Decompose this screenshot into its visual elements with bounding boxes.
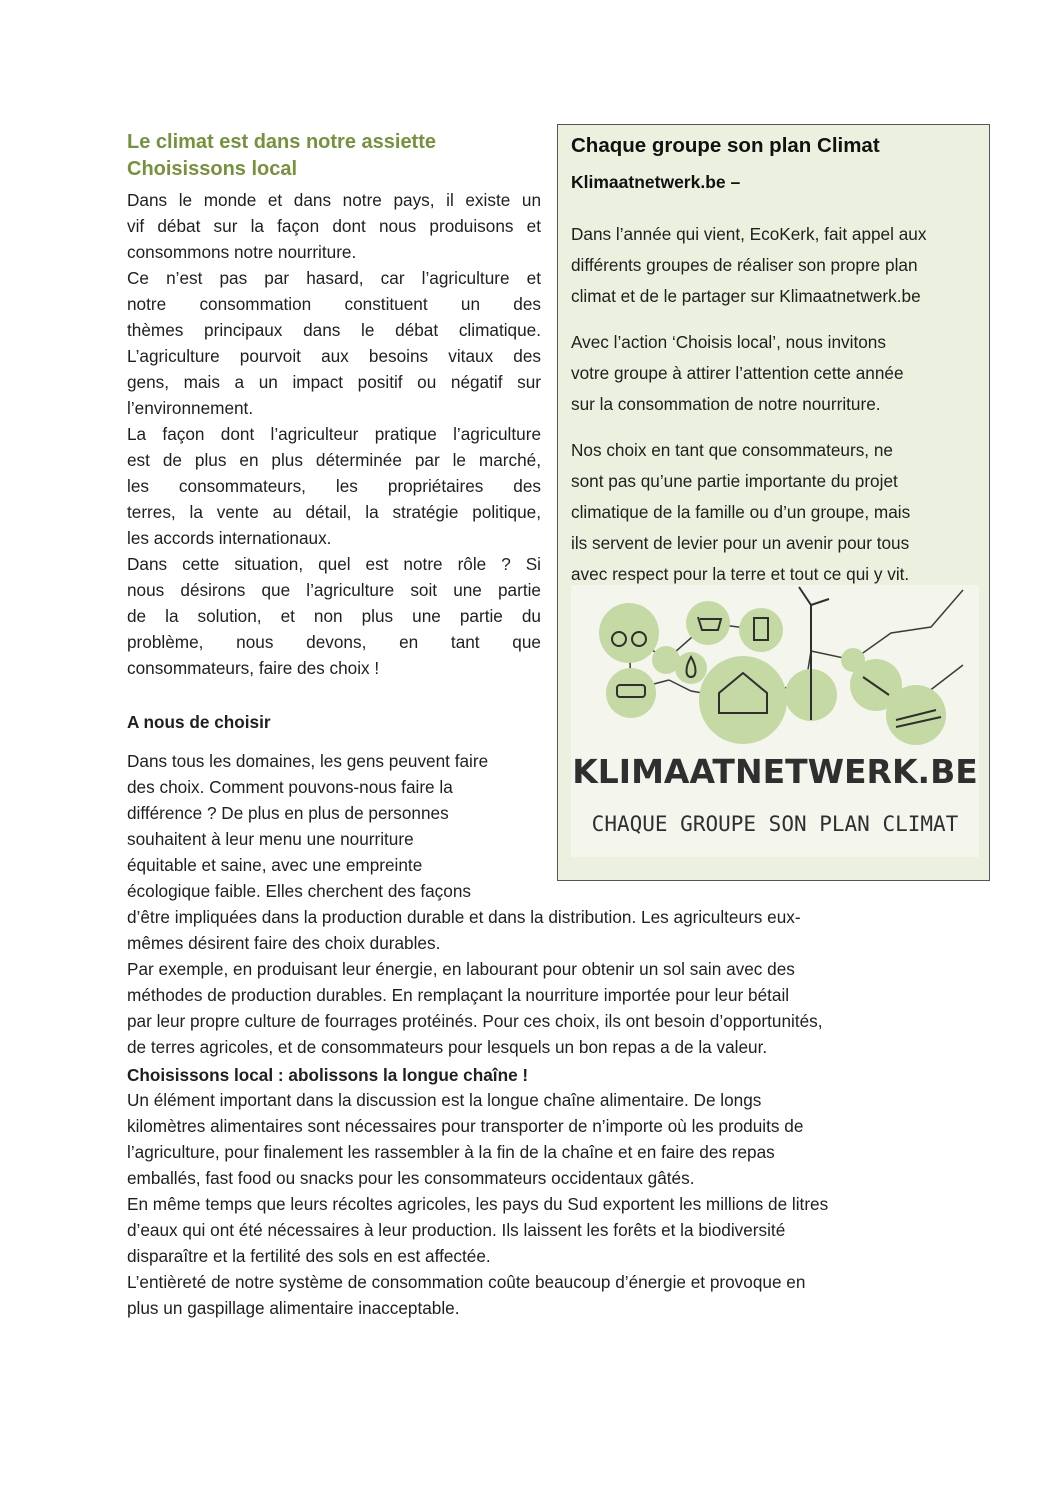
text-line: emballés, fast food ou snacks pour les consommateurs occidentaux gâtés. xyxy=(127,1168,695,1188)
text-line: disparaître et la fertilité des sols en est affectée. xyxy=(127,1246,491,1266)
text-line: d’être impliquées dans la production durable et dans la distribution. Les agriculteurs eux- xyxy=(127,907,801,927)
text-line: souhaitent à leur menu une nourriture xyxy=(127,829,414,849)
text-line: équitable et saine, avec une empreinte xyxy=(127,855,423,875)
text-line: de terres agricoles, et de consommateurs pour lesquels un bon repas a de la valeur. xyxy=(127,1037,768,1057)
text-line: par leur propre culture de fourrages protéinés. Pour ces choix, ils ont besoin d’opportunités, xyxy=(127,1011,823,1031)
intro-line: nous désirons que l’agriculture soit une partie xyxy=(127,580,541,600)
sidebar-line: Avec l’action ‘Choisis local’, nous invitons xyxy=(571,332,886,352)
sidebar-line: votre groupe à attirer l’attention cette année xyxy=(571,363,904,383)
intro-line: problème, nous devons, en tant que xyxy=(127,632,541,652)
intro-line: L’agriculture pourvoit aux besoins vitaux des xyxy=(127,346,541,366)
article-title: Le climat est dans notre assiette xyxy=(127,131,437,153)
recycle-circle xyxy=(739,608,783,652)
sidebar-line: avec respect pour la terre et tout ce qui y vit. xyxy=(571,564,910,584)
sidebar-line: Dans l’année qui vient, EcoKerk, fait appel aux xyxy=(571,224,927,244)
intro-line: notre consommation constituent un des xyxy=(127,294,541,314)
intro-line: les accords internationaux. xyxy=(127,528,332,548)
text-line: mêmes désirent faire des choix durables. xyxy=(127,933,441,953)
sidebar-line: sont pas qu’une partie importante du projet xyxy=(571,471,898,491)
logo-wordmark: KLIMAATNETWERK.BE xyxy=(572,752,978,791)
article-subtitle: Choisissons local xyxy=(127,158,298,180)
text-line: différence ? De plus en plus de personnes xyxy=(127,803,449,823)
sidebar-line: différents groupes de réaliser son propre plan xyxy=(571,255,918,275)
intro-line: terres, la vente au détail, la stratégie politique, xyxy=(127,502,541,522)
cart-circle xyxy=(686,601,730,645)
sidebar-line: climatique de la famille ou d’un groupe, mais xyxy=(571,502,911,522)
intro-line: vif débat sur la façon dont nous produisons et xyxy=(127,216,541,236)
intro-line: thèmes principaux dans le débat climatique. xyxy=(127,320,541,340)
text-line: l’agriculture, pour finalement les rassembler à la fin de la chaîne et en faire des repas xyxy=(127,1142,775,1162)
text-line: Par exemple, en produisant leur énergie, en labourant pour obtenir un sol sain avec des xyxy=(127,959,795,979)
text-line: écologique faible. Elles cherchent des façons xyxy=(127,881,471,901)
text-line: plus un gaspillage alimentaire inacceptable. xyxy=(127,1298,460,1318)
logo-tagline: CHAQUE GROUPE SON PLAN CLIMAT xyxy=(591,812,959,836)
wind-turbine-blade xyxy=(799,587,811,605)
wind-turbine-blade xyxy=(811,599,829,605)
logo-illustration xyxy=(571,585,979,857)
network-line xyxy=(811,590,963,660)
sidebar-title: Chaque groupe son plan Climat xyxy=(571,134,880,157)
small-circle xyxy=(841,648,865,672)
sidebar-subtitle: Klimaatnetwerk.be – xyxy=(571,172,741,192)
sidebar-line: Nos choix en tant que consommateurs, ne xyxy=(571,440,893,460)
section-heading-choose: A nous de choisir xyxy=(127,712,271,732)
sidebar-line: sur la consommation de notre nourriture. xyxy=(571,394,881,414)
intro-line: Dans cette situation, quel est notre rôle ? Si xyxy=(127,554,541,574)
intro-line: l’environnement. xyxy=(127,398,254,418)
section-heading-local: Choisissons local : abolissons la longue chaîne ! xyxy=(127,1065,529,1085)
bike-circle xyxy=(599,603,659,663)
text-line: L’entièreté de notre système de consommation coûte beaucoup d’énergie et provoque en xyxy=(127,1272,806,1292)
text-line: En même temps que leurs récoltes agricoles, les pays du Sud exportent les millions de litres xyxy=(127,1194,829,1214)
intro-line: consommateurs, faire des choix ! xyxy=(127,658,380,678)
text-line: d’eaux qui ont été nécessaires à leur production. Ils laissent les forêts et la biodiversité xyxy=(127,1220,786,1240)
text-line: kilomètres alimentaires sont nécessaires pour transporter de n’importe où les produits de xyxy=(127,1116,804,1136)
intro-line: consommons notre nourriture. xyxy=(127,242,357,262)
text-line: méthodes de production durables. En remplaçant la nourriture importée pour leur bétail xyxy=(127,985,790,1005)
sidebar-line: climat et de le partager sur Klimaatnetwerk.be xyxy=(571,286,921,306)
text-line: Dans tous les domaines, les gens peuvent faire xyxy=(127,751,489,771)
sidebar-box xyxy=(557,124,990,881)
house-circle xyxy=(699,656,787,744)
car-circle xyxy=(606,668,656,718)
klimaatnetwerk-logo xyxy=(571,585,979,857)
intro-line: gens, mais a un impact positif ou négatif sur xyxy=(127,372,541,392)
intro-line: les consommateurs, les propriétaires des xyxy=(127,476,541,496)
sidebar-line: ils servent de levier pour un avenir pour tous xyxy=(571,533,910,553)
intro-line: La façon dont l’agriculteur pratique l’agriculture xyxy=(127,424,541,444)
text-line: Un élément important dans la discussion est la longue chaîne alimentaire. De longs xyxy=(127,1090,762,1110)
text-line: des choix. Comment pouvons-nous faire la xyxy=(127,777,453,797)
intro-line: Dans le monde et dans notre pays, il existe un xyxy=(127,190,541,210)
intro-line: de la solution, et non plus une partie du xyxy=(127,606,541,626)
intro-line: est de plus en plus déterminée par le marché, xyxy=(127,450,541,470)
intro-line: Ce n’est pas par hasard, car l’agriculture et xyxy=(127,268,541,288)
